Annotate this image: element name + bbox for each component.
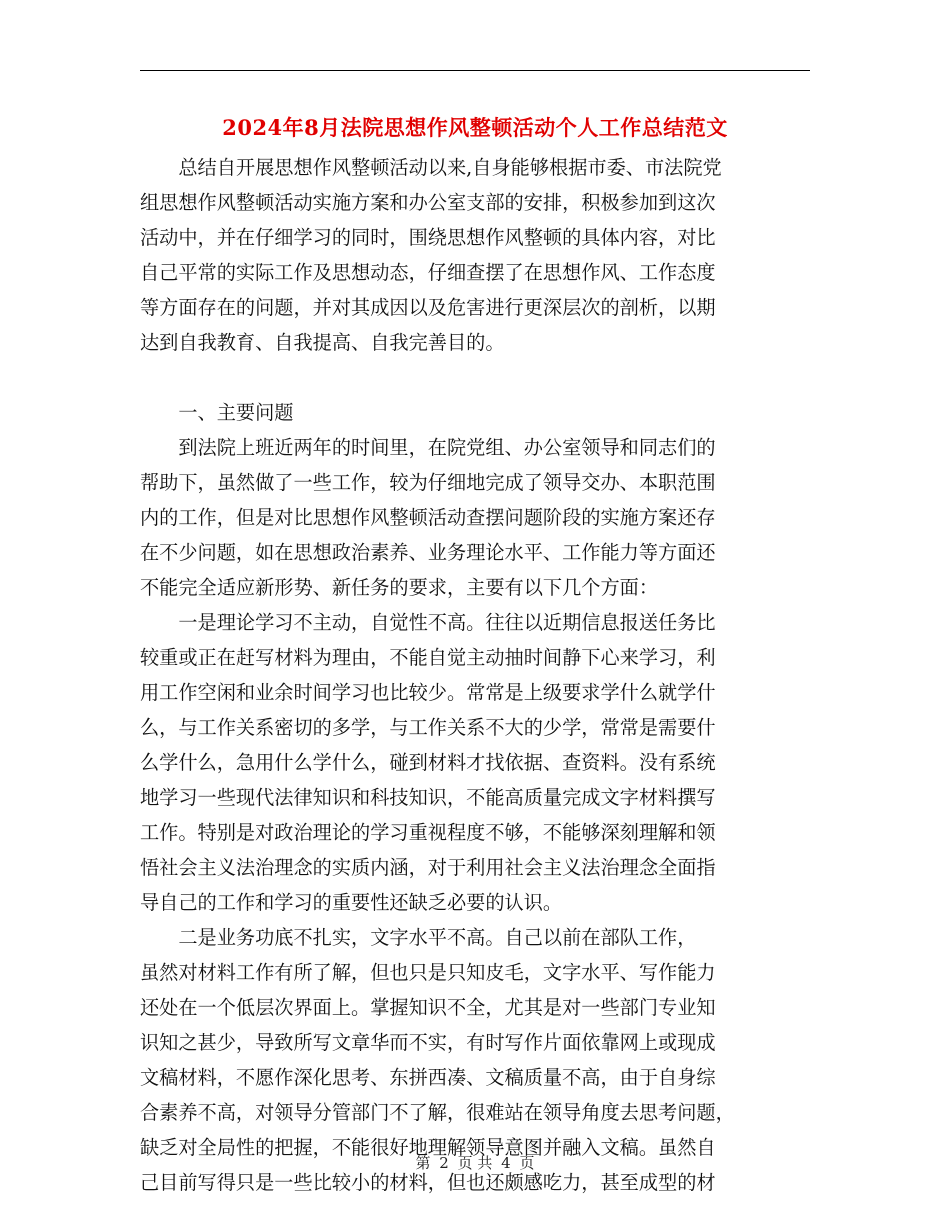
paragraph-line: 虽然对材料工作有所了解，但也只是只知皮毛，文字水平、写作能力 <box>140 961 716 984</box>
footer-prefix: 第 <box>415 1154 431 1172</box>
paragraph-line: 地学习一些现代法律知识和科技知识，不能高质量完成文字材料撰写 <box>140 786 716 809</box>
footer-page-number: 2 <box>439 1154 449 1172</box>
section-heading: 一、主要问题 <box>140 401 294 424</box>
paragraph-line: 识知之甚少，导致所写文章华而不实，有时写作片面依靠网上或现成 <box>140 1031 716 1054</box>
paragraph-line: 用工作空闲和业余时间学习也比较少。常常是上级要求学什么就学什 <box>140 681 716 704</box>
paragraph-line: 组思想作风整顿活动实施方案和办公室支部的安排，积极参加到这次 <box>140 191 716 214</box>
paragraph-line: 么，与工作关系密切的多学，与工作关系不大的少学，常常是需要什 <box>140 716 716 739</box>
page-footer <box>0 1152 950 1173</box>
paragraph-line: 文稿材料，不愿作深化思考、东拼西凑、文稿质量不高，由于自身综 <box>140 1066 716 1089</box>
paragraph-line: 到法院上班近两年的时间里，在院党组、办公室领导和同志们的 <box>140 436 716 459</box>
paragraph-line: 达到自我教育、自我提高、自我完善目的。 <box>140 331 505 354</box>
footer-total-pages: 4 <box>501 1154 511 1172</box>
paragraph-line: 较重或正在赶写材料为理由，不能自觉主动抽时间静下心来学习，利 <box>140 646 716 669</box>
paragraph-line: 合素养不高，对领导分管部门不了解，很难站在领导角度去思考问题， <box>140 1101 735 1124</box>
paragraph-line: 不能完全适应新形势、新任务的要求，主要有以下几个方面： <box>140 576 659 599</box>
paragraph-line: 在不少问题，如在思想政治素养、业务理论水平、工作能力等方面还 <box>140 541 716 564</box>
document-body <box>140 150 810 1200</box>
paragraph-line: 总结自开展思想作风整顿活动以来,自身能够根据市委、市法院党 <box>140 156 722 179</box>
paragraph-line: 等方面存在的问题，并对其成因以及危害进行更深层次的剖析，以期 <box>140 296 716 319</box>
footer-middle: 页 共 <box>457 1154 493 1172</box>
paragraph-line: 导自己的工作和学习的重要性还缺乏必要的认识。 <box>140 891 563 914</box>
paragraph-line: 还处在一个低层次界面上。掌握知识不全，尤其是对一些部门专业知 <box>140 996 716 1019</box>
paragraph-line: 自己平常的实际工作及思想动态，仔细查摆了在思想作风、工作态度 <box>140 261 716 284</box>
paragraph-line: 么学什么，急用什么学什么，碰到材料才找依据、查资料。没有系统 <box>140 751 716 774</box>
paragraph-line: 活动中，并在仔细学习的同时，围绕思想作风整顿的具体内容，对比 <box>140 226 716 249</box>
paragraph-line: 工作。特别是对政治理论的学习重视程度不够，不能够深刻理解和领 <box>140 821 716 844</box>
paragraph-line: 二是业务功底不扎实，文字水平不高。自己以前在部队工作， <box>140 926 697 949</box>
header-rule <box>140 70 810 71</box>
paragraph-line: 悟社会主义法治理念的实质内涵，对于利用社会主义法治理念全面指 <box>140 856 716 879</box>
paragraph-line: 缺乏对全局性的把握，不能很好地理解领导意图并融入文稿。虽然自 <box>140 1136 716 1159</box>
paragraph-line: 己目前写得只是一些比较小的材料，但也还颇感吃力，甚至成型的材 <box>140 1171 716 1194</box>
paragraph-line: 一是理论学习不主动，自觉性不高。往往以近期信息报送任务比 <box>140 611 716 634</box>
document-title: 2024年8月法院思想作风整顿活动个人工作总结范文 <box>222 115 728 140</box>
footer-suffix: 页 <box>519 1154 535 1172</box>
paragraph-spacer <box>140 360 810 395</box>
paragraph-line: 帮助下，虽然做了一些工作，较为仔细地完成了领导交办、本职范围 <box>140 471 716 494</box>
paragraph-line: 内的工作，但是对比思想作风整顿活动查摆问题阶段的实施方案还存 <box>140 506 716 529</box>
